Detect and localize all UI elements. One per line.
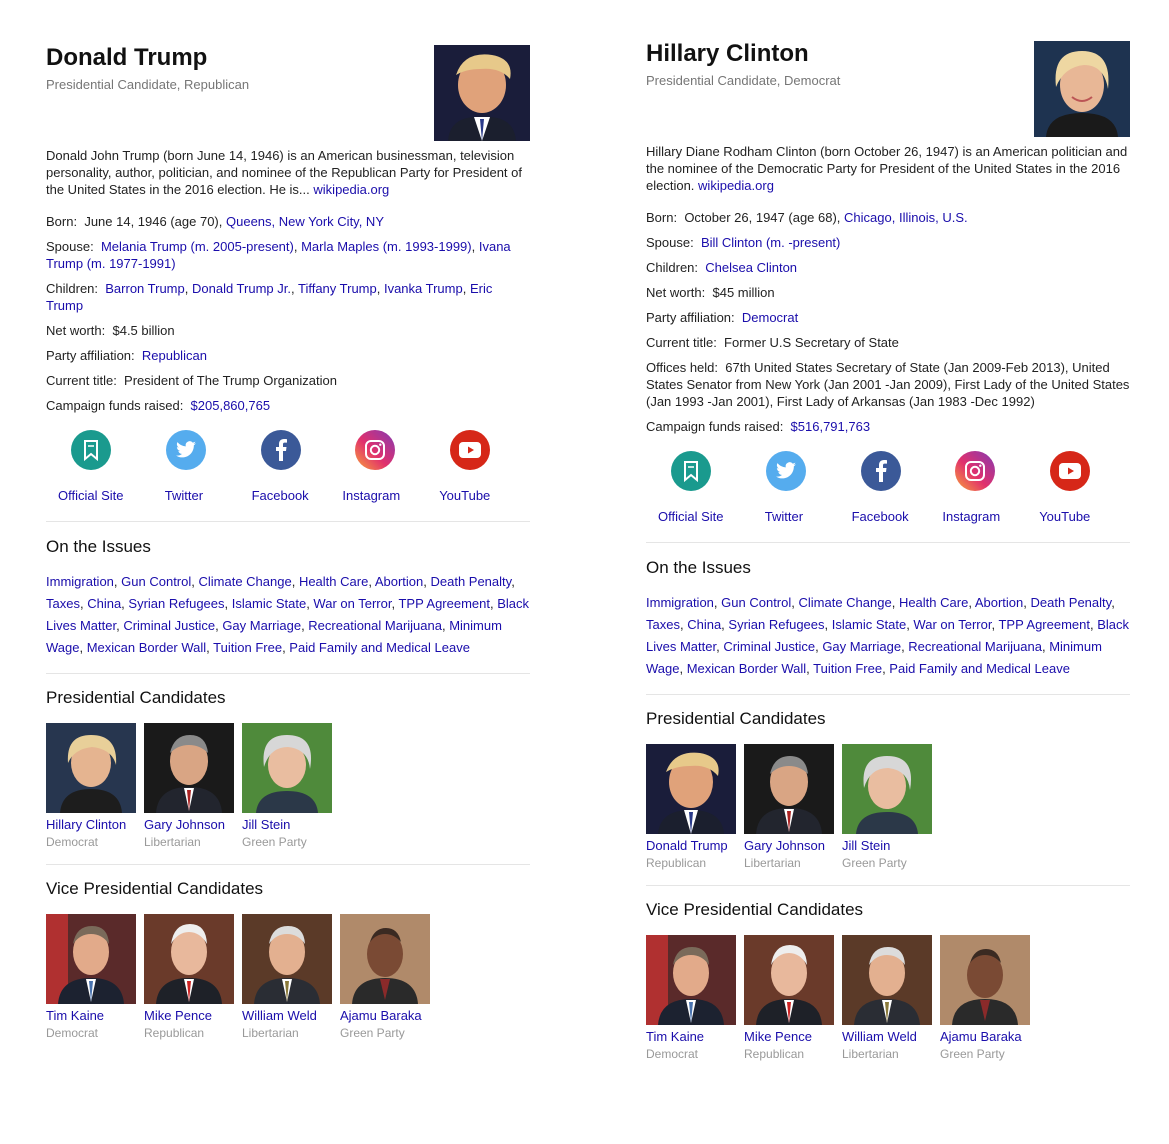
wikipedia-link[interactable]: wikipedia.org [313, 182, 390, 197]
facebook-f-icon [861, 451, 901, 491]
social-label: YouTube [1039, 509, 1091, 524]
candidate-name: Tim Kaine [646, 1029, 705, 1044]
issue-link[interactable]: Syrian Refugees [128, 596, 225, 611]
issues-list: Immigration, Gun Control, Climate Change, Health Care, Abortion, Death Penalty, Taxes, China, Syrian Refugees, Islamic State, War on Terror, TPP Agreement, Black Lives Matter, Criminal Justice, Gay Marriage, Recreational Marijuana, Minimum Wage, Mexican Border Wall, Tuition Free, Paid Family and Medical Leave [646, 595, 1130, 676]
party-link[interactable]: Republican [141, 348, 207, 363]
fact-label: Current title: [46, 373, 117, 388]
candidate-card[interactable] [340, 914, 438, 1041]
facts-list [646, 209, 1130, 435]
candidate-photo [646, 744, 736, 834]
social-links [56, 430, 530, 504]
candidate-photo [842, 744, 932, 834]
panel-title: Hillary Clinton [646, 40, 809, 67]
candidate-party: Republican [744, 1047, 805, 1061]
child-link[interactable]: Eric Trump [46, 281, 493, 313]
description-text: Donald John Trump (born June 14, 1946) is an American businessman, television personality, author, politician, and nominee of the Republican Party for President of the United States in the 2016 election. He is... [46, 148, 522, 197]
knowledge-panel-clinton [646, 40, 1130, 1062]
candidate-card[interactable] [940, 935, 1038, 1062]
fact-spouse: Spouse: Melania Trump (m. 2005-present), Marla Maples (m. 1993-1999), Ivana Trump (m. 1977-1991) [46, 239, 511, 271]
issue-link[interactable]: Islamic State [831, 617, 907, 632]
fact-born [646, 209, 1130, 226]
issue-link[interactable]: War on Terror [313, 596, 392, 611]
instagram-camera-icon [955, 451, 995, 491]
issue-link[interactable]: Climate Change [798, 595, 892, 610]
candidate-name: Mike Pence [744, 1029, 812, 1044]
candidate-name: Gary Johnson [744, 838, 825, 853]
child-link[interactable]: Donald Trump Jr. [191, 281, 291, 296]
issue-link[interactable]: Climate Change [198, 574, 292, 589]
fact-offices-held [646, 359, 1130, 410]
description-text: Hillary Diane Rodham Clinton (born October 26, 1947) is an American politician and the nominee of the Democratic Party for President of the United States in the 2016 election. [646, 144, 1128, 193]
networth-value: $45 million [712, 285, 775, 300]
fact-label: Spouse: [646, 235, 694, 250]
issue-link[interactable]: Black Lives Matter [646, 617, 1130, 654]
born-date: October 26, 1947 (age 68), [684, 210, 841, 225]
candidate-party: Libertarian [242, 1026, 299, 1040]
knowledge-panel-trump [46, 44, 530, 1041]
current-title-value: Former U.S Secretary of State [724, 335, 899, 350]
bookmark-icon [671, 451, 711, 491]
social-links [656, 451, 1130, 525]
candidate-party: Democrat [46, 835, 99, 849]
candidate-party: Democrat [646, 1047, 699, 1061]
social-label: YouTube [439, 488, 491, 503]
candidate-card[interactable] [144, 723, 242, 850]
fact-networth [646, 284, 1130, 301]
candidate-photo [744, 744, 834, 834]
fact-label: Net worth: [646, 285, 706, 300]
fact-children: Children: Barron Trump, Donald Trump Jr., Tiffany Trump, Ivanka Trump, Eric Trump [46, 281, 493, 313]
fact-label: Born: [646, 210, 678, 225]
candidate-name: Jill Stein [242, 817, 291, 832]
issues-heading: On the Issues [646, 558, 751, 577]
birthplace-link[interactable]: Queens, New York City, NY [226, 214, 384, 229]
fact-label: Party affiliation: [646, 310, 735, 325]
candidate-card[interactable] [646, 935, 744, 1062]
issue-link[interactable]: Recreational Marijuana [308, 618, 442, 633]
issue-link[interactable]: Abortion [374, 574, 424, 589]
candidate-party: Green Party [842, 856, 907, 870]
panel-title: Donald Trump [46, 44, 208, 71]
social-label: Facebook [851, 509, 909, 524]
twitter-bird-icon [166, 430, 206, 470]
social-label: Official Site [658, 509, 724, 524]
candidate-party: Republican [144, 1026, 205, 1040]
issue-link[interactable]: China [87, 596, 122, 611]
section-divider [646, 885, 1130, 886]
candidate-name: Mike Pence [144, 1008, 212, 1023]
fact-label: Campaign funds raised: [646, 419, 784, 434]
fact-label: Current title: [646, 335, 717, 350]
fact-label: Spouse: [46, 239, 94, 254]
candidate-card[interactable] [842, 935, 940, 1062]
spouse-link[interactable]: Marla Maples (m. 1993-1999) [301, 239, 472, 254]
candidate-card[interactable] [646, 744, 744, 871]
issue-link[interactable]: Immigration [46, 574, 114, 589]
candidate-card[interactable] [744, 744, 842, 871]
issue-link[interactable]: Black Lives Matter [46, 596, 530, 633]
issue-link[interactable]: China [687, 617, 722, 632]
offices-value: 67th United States Secretary of State (Jan 2009-Feb 2013), United States Senator from New York (Jan 2001 -Jan 2009), First Lady of the United States (Jan 1993 -Jan 2001), First Lady of Arkansas (Jan 1983 -Dec 1992) [646, 360, 1130, 409]
fact-label: Offices held: [646, 360, 719, 375]
official-site-button[interactable] [56, 430, 151, 504]
presidential-candidates [646, 744, 1130, 871]
presidential-candidates [46, 723, 530, 850]
section-divider [46, 673, 530, 674]
candidate-party: Green Party [242, 835, 307, 849]
fact-label: Net worth: [46, 323, 106, 338]
issue-link[interactable]: Recreational Marijuana [908, 639, 1042, 654]
candidate-name: Jill Stein [842, 838, 891, 853]
candidate-photo [940, 935, 1030, 1025]
fact-born [46, 213, 530, 230]
issue-link[interactable]: Minimum Wage [46, 618, 502, 655]
candidate-party: Libertarian [842, 1047, 899, 1061]
issue-link[interactable]: Criminal Justice [723, 639, 816, 654]
social-label: Instagram [942, 509, 1001, 524]
issue-link[interactable]: Health Care [898, 595, 969, 610]
issue-link[interactable]: Criminal Justice [123, 618, 216, 633]
fact-campaign-funds [46, 397, 530, 414]
issue-link[interactable]: Minimum Wage [646, 639, 1102, 676]
issue-link[interactable]: Paid Family and Medical Leave [289, 640, 470, 655]
facts-list [46, 213, 530, 414]
fact-spouse [646, 234, 1130, 251]
issue-link[interactable]: Immigration [646, 595, 714, 610]
bookmark-icon [71, 430, 111, 470]
facebook-button[interactable] [846, 451, 941, 525]
social-label: Twitter [164, 488, 204, 503]
instagram-button[interactable] [940, 451, 1035, 525]
candidate-photo [744, 935, 834, 1025]
candidate-name: Gary Johnson [144, 817, 225, 832]
fact-campaign-funds [646, 418, 1130, 435]
candidate-name: Hillary Clinton [46, 817, 127, 832]
fact-label: Children: [46, 281, 99, 296]
issue-link[interactable]: Abortion [974, 595, 1024, 610]
panel-subtitle: Presidential Candidate, Republican [46, 77, 250, 92]
issue-link[interactable]: War on Terror [913, 617, 992, 632]
fact-label: Children: [646, 260, 699, 275]
candidate-name: Tim Kaine [46, 1008, 105, 1023]
candidate-card[interactable] [242, 914, 340, 1041]
candidate-photo [242, 723, 332, 813]
issue-link[interactable]: Gun Control [121, 574, 192, 589]
candidate-name: William Weld [842, 1029, 917, 1044]
fact-party [646, 309, 1130, 326]
fact-label: Party affiliation: [46, 348, 135, 363]
issue-link[interactable]: Gay Marriage [222, 618, 302, 633]
panel-subtitle: Presidential Candidate, Democrat [646, 73, 841, 88]
candidate-photo [46, 914, 136, 1004]
candidate-photo [144, 914, 234, 1004]
child-link[interactable]: Barron Trump [105, 281, 185, 296]
wikipedia-link[interactable]: wikipedia.org [698, 178, 774, 193]
fact-party [46, 347, 530, 364]
social-label: Facebook [251, 488, 309, 503]
presidential-heading: Presidential Candidates [646, 709, 826, 728]
candidate-name: William Weld [242, 1008, 317, 1023]
candidate-card[interactable] [242, 723, 340, 850]
issue-link[interactable]: Taxes [646, 617, 680, 632]
official-site-button[interactable] [656, 451, 751, 525]
fact-label: Campaign funds raised: [46, 398, 184, 413]
candidate-photo [842, 935, 932, 1025]
fact-children [646, 259, 1130, 276]
section-divider [646, 542, 1130, 543]
spouse-link[interactable]: Bill Clinton (m. -present) [700, 235, 841, 250]
campaign-funds-link[interactable]: $205,860,765 [190, 398, 271, 413]
youtube-button[interactable] [1035, 451, 1130, 525]
youtube-play-icon [1050, 451, 1090, 491]
birthplace-link[interactable]: Chicago, Illinois, U.S. [844, 210, 968, 225]
candidate-party: Green Party [940, 1047, 1005, 1061]
instagram-camera-icon [355, 430, 395, 470]
clinton-portrait[interactable] [1034, 41, 1130, 137]
issue-link[interactable]: Death Penalty [430, 574, 512, 589]
candidate-card[interactable] [744, 935, 842, 1062]
party-link[interactable]: Democrat [741, 310, 799, 325]
issue-link[interactable]: Health Care [298, 574, 369, 589]
current-title-value: President of The Trump Organization [124, 373, 337, 388]
facebook-button[interactable] [246, 430, 341, 504]
candidate-party: Libertarian [744, 856, 801, 870]
candidate-party: Libertarian [144, 835, 201, 849]
presidential-heading: Presidential Candidates [46, 688, 226, 707]
fact-networth [46, 322, 530, 339]
candidate-card[interactable] [46, 914, 144, 1041]
issue-link[interactable]: Gay Marriage [822, 639, 902, 654]
vice-presidential-heading: Vice Presidential Candidates [646, 900, 864, 919]
fact-label: Born: [46, 214, 78, 229]
candidate-party: Democrat [46, 1026, 99, 1040]
child-link[interactable]: Ivanka Trump [383, 281, 463, 296]
vice-presidential-heading: Vice Presidential Candidates [46, 879, 264, 898]
candidate-photo [242, 914, 332, 1004]
spouse-link[interactable]: Melania Trump (m. 2005-present) [100, 239, 294, 254]
child-link[interactable]: Chelsea Clinton [705, 260, 798, 275]
issue-link[interactable]: Tuition Free [813, 661, 883, 676]
spouse-link[interactable]: Ivana Trump (m. 1977-1991) [46, 239, 511, 271]
issue-link[interactable]: Syrian Refugees [728, 617, 825, 632]
candidate-card[interactable] [46, 723, 144, 850]
social-label: Instagram [342, 488, 401, 503]
fact-current-title [46, 372, 530, 389]
twitter-button[interactable] [751, 451, 846, 525]
candidate-name: Donald Trump [646, 838, 728, 853]
candidate-photo [144, 723, 234, 813]
section-divider [646, 694, 1130, 695]
section-divider [46, 864, 530, 865]
issue-link[interactable]: Tuition Free [213, 640, 283, 655]
networth-value: $4.5 billion [112, 323, 175, 338]
instagram-button[interactable] [340, 430, 435, 504]
candidate-photo [340, 914, 430, 1004]
issue-link[interactable]: Mexican Border Wall [86, 640, 207, 655]
social-label: Official Site [58, 488, 124, 503]
candidate-photo [646, 935, 736, 1025]
vice-presidential-candidates [646, 935, 1130, 1062]
campaign-funds-link[interactable]: $516,791,763 [790, 419, 871, 434]
issue-link[interactable]: Paid Family and Medical Leave [889, 661, 1070, 676]
issue-link[interactable]: TPP Agreement [398, 596, 490, 611]
candidate-name: Ajamu Baraka [340, 1008, 422, 1023]
issue-link[interactable]: Mexican Border Wall [686, 661, 807, 676]
issue-link[interactable]: Taxes [46, 596, 80, 611]
panel-description [46, 147, 530, 198]
issue-link[interactable]: Islamic State [231, 596, 307, 611]
candidate-party: Republican [646, 856, 707, 870]
trump-portrait[interactable] [434, 45, 530, 141]
issue-link[interactable]: Gun Control [721, 595, 792, 610]
youtube-button[interactable] [435, 430, 530, 504]
candidate-card[interactable] [842, 744, 940, 871]
fact-current-title [646, 334, 1130, 351]
panel-description [646, 143, 1130, 194]
twitter-bird-icon [766, 451, 806, 491]
section-divider [46, 521, 530, 522]
issue-link[interactable]: Death Penalty [1030, 595, 1112, 610]
youtube-play-icon [450, 430, 490, 470]
facebook-f-icon [261, 430, 301, 470]
candidate-name: Ajamu Baraka [940, 1029, 1022, 1044]
twitter-button[interactable] [151, 430, 246, 504]
vice-presidential-candidates [46, 914, 530, 1041]
issues-list: Immigration, Gun Control, Climate Change, Health Care, Abortion, Death Penalty, Taxes, China, Syrian Refugees, Islamic State, War on Terror, TPP Agreement, Black Lives Matter, Criminal Justice, Gay Marriage, Recreational Marijuana, Minimum Wage, Mexican Border Wall, Tuition Free, Paid Family and Medical Leave [46, 574, 530, 655]
candidate-photo [46, 723, 136, 813]
issue-link[interactable]: TPP Agreement [998, 617, 1090, 632]
child-link[interactable]: Tiffany Trump [297, 281, 377, 296]
social-label: Twitter [764, 509, 804, 524]
born-date: June 14, 1946 (age 70), [84, 214, 223, 229]
candidate-party: Green Party [340, 1026, 405, 1040]
issues-heading: On the Issues [46, 537, 151, 556]
candidate-card[interactable] [144, 914, 242, 1041]
